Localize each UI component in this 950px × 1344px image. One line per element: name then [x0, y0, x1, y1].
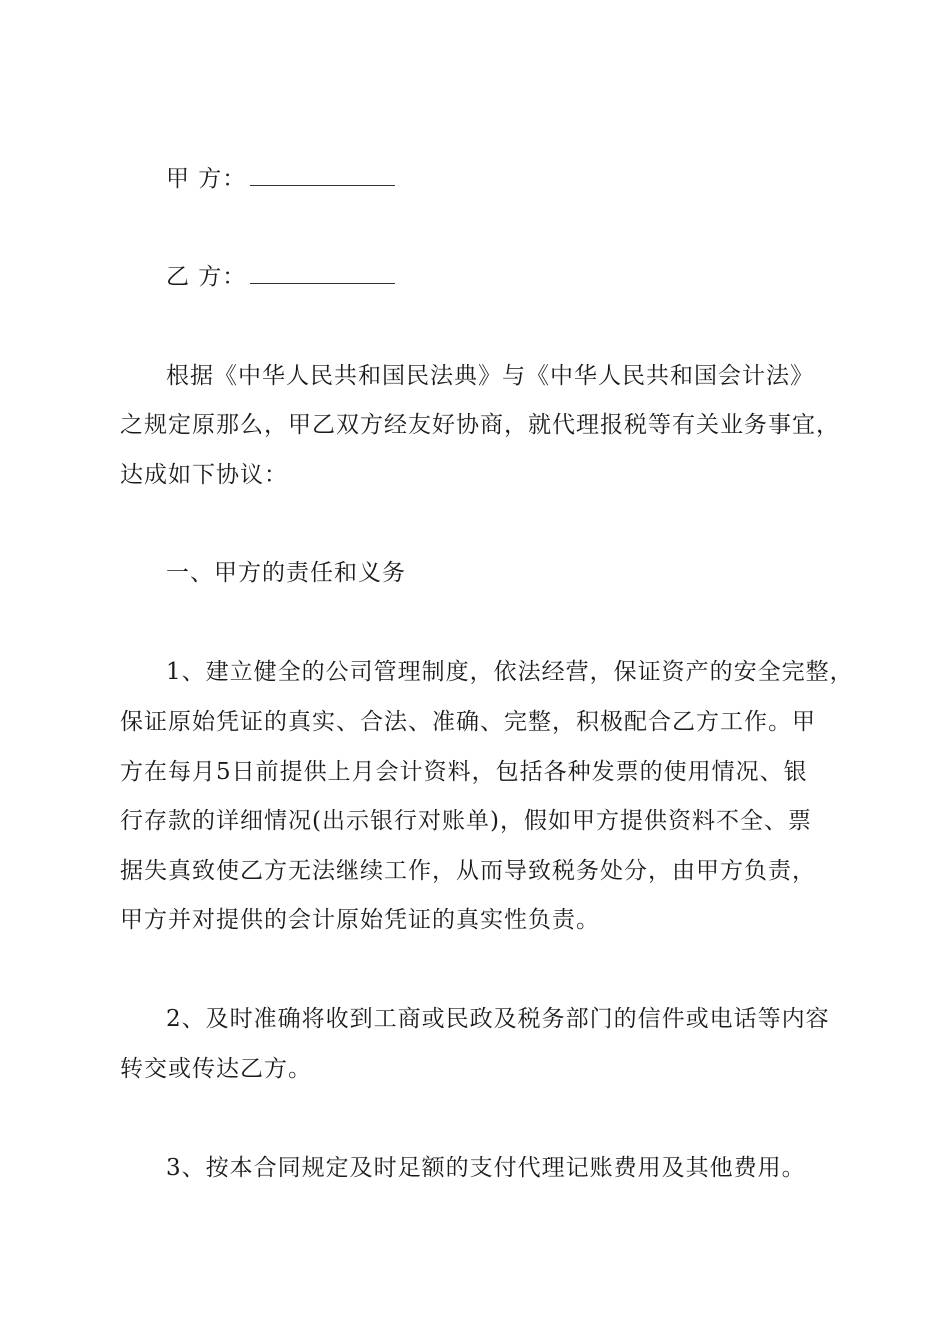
party-a-label: 甲 方： [166, 166, 247, 192]
clause-line: 2、及时准确将收到工商或民政及税务部门的信件或电话等内容 [166, 1006, 830, 1032]
party-b-blank [250, 263, 395, 284]
clause-line: 1、建立健全的公司管理制度，依法经营，保证资产的安全完整， [166, 659, 854, 685]
party-a-line [166, 164, 886, 194]
party-a-blank [250, 165, 395, 186]
clause-line: 甲方并对提供的会计原始凭证的真实性负责。 [120, 907, 600, 933]
clause-line: 保证原始凭证的真实、合法、准确、完整，积极配合乙方工作。甲 [120, 709, 816, 735]
clause-line: 方在每月5日前提供上月会计资料，包括各种发票的使用情况、银 [120, 759, 808, 785]
clause-line: 3、按本合同规定及时足额的支付代理记账费用及其他费用。 [166, 1155, 806, 1181]
preamble-line: 之规定原那么，甲乙双方经友好协商，就代理报税等有关业务事宜， [120, 412, 840, 438]
clause-line: 据失真致使乙方无法继续工作，从而导致税务处分，由甲方负责， [120, 858, 816, 884]
preamble-line: 达成如下协议： [120, 462, 288, 488]
clause-line: 转交或传达乙方。 [120, 1056, 312, 1082]
party-b-label: 乙 方： [166, 264, 247, 290]
section-heading: 一、甲方的责任和义务 [166, 560, 406, 586]
preamble-line: 根据《中华人民共和国民法典》与《中华人民共和国会计法》 [166, 363, 814, 389]
clause-line: 行存款的详细情况(出示银行对账单)，假如甲方提供资料不全、票 [120, 808, 812, 834]
party-b-line [166, 262, 886, 292]
